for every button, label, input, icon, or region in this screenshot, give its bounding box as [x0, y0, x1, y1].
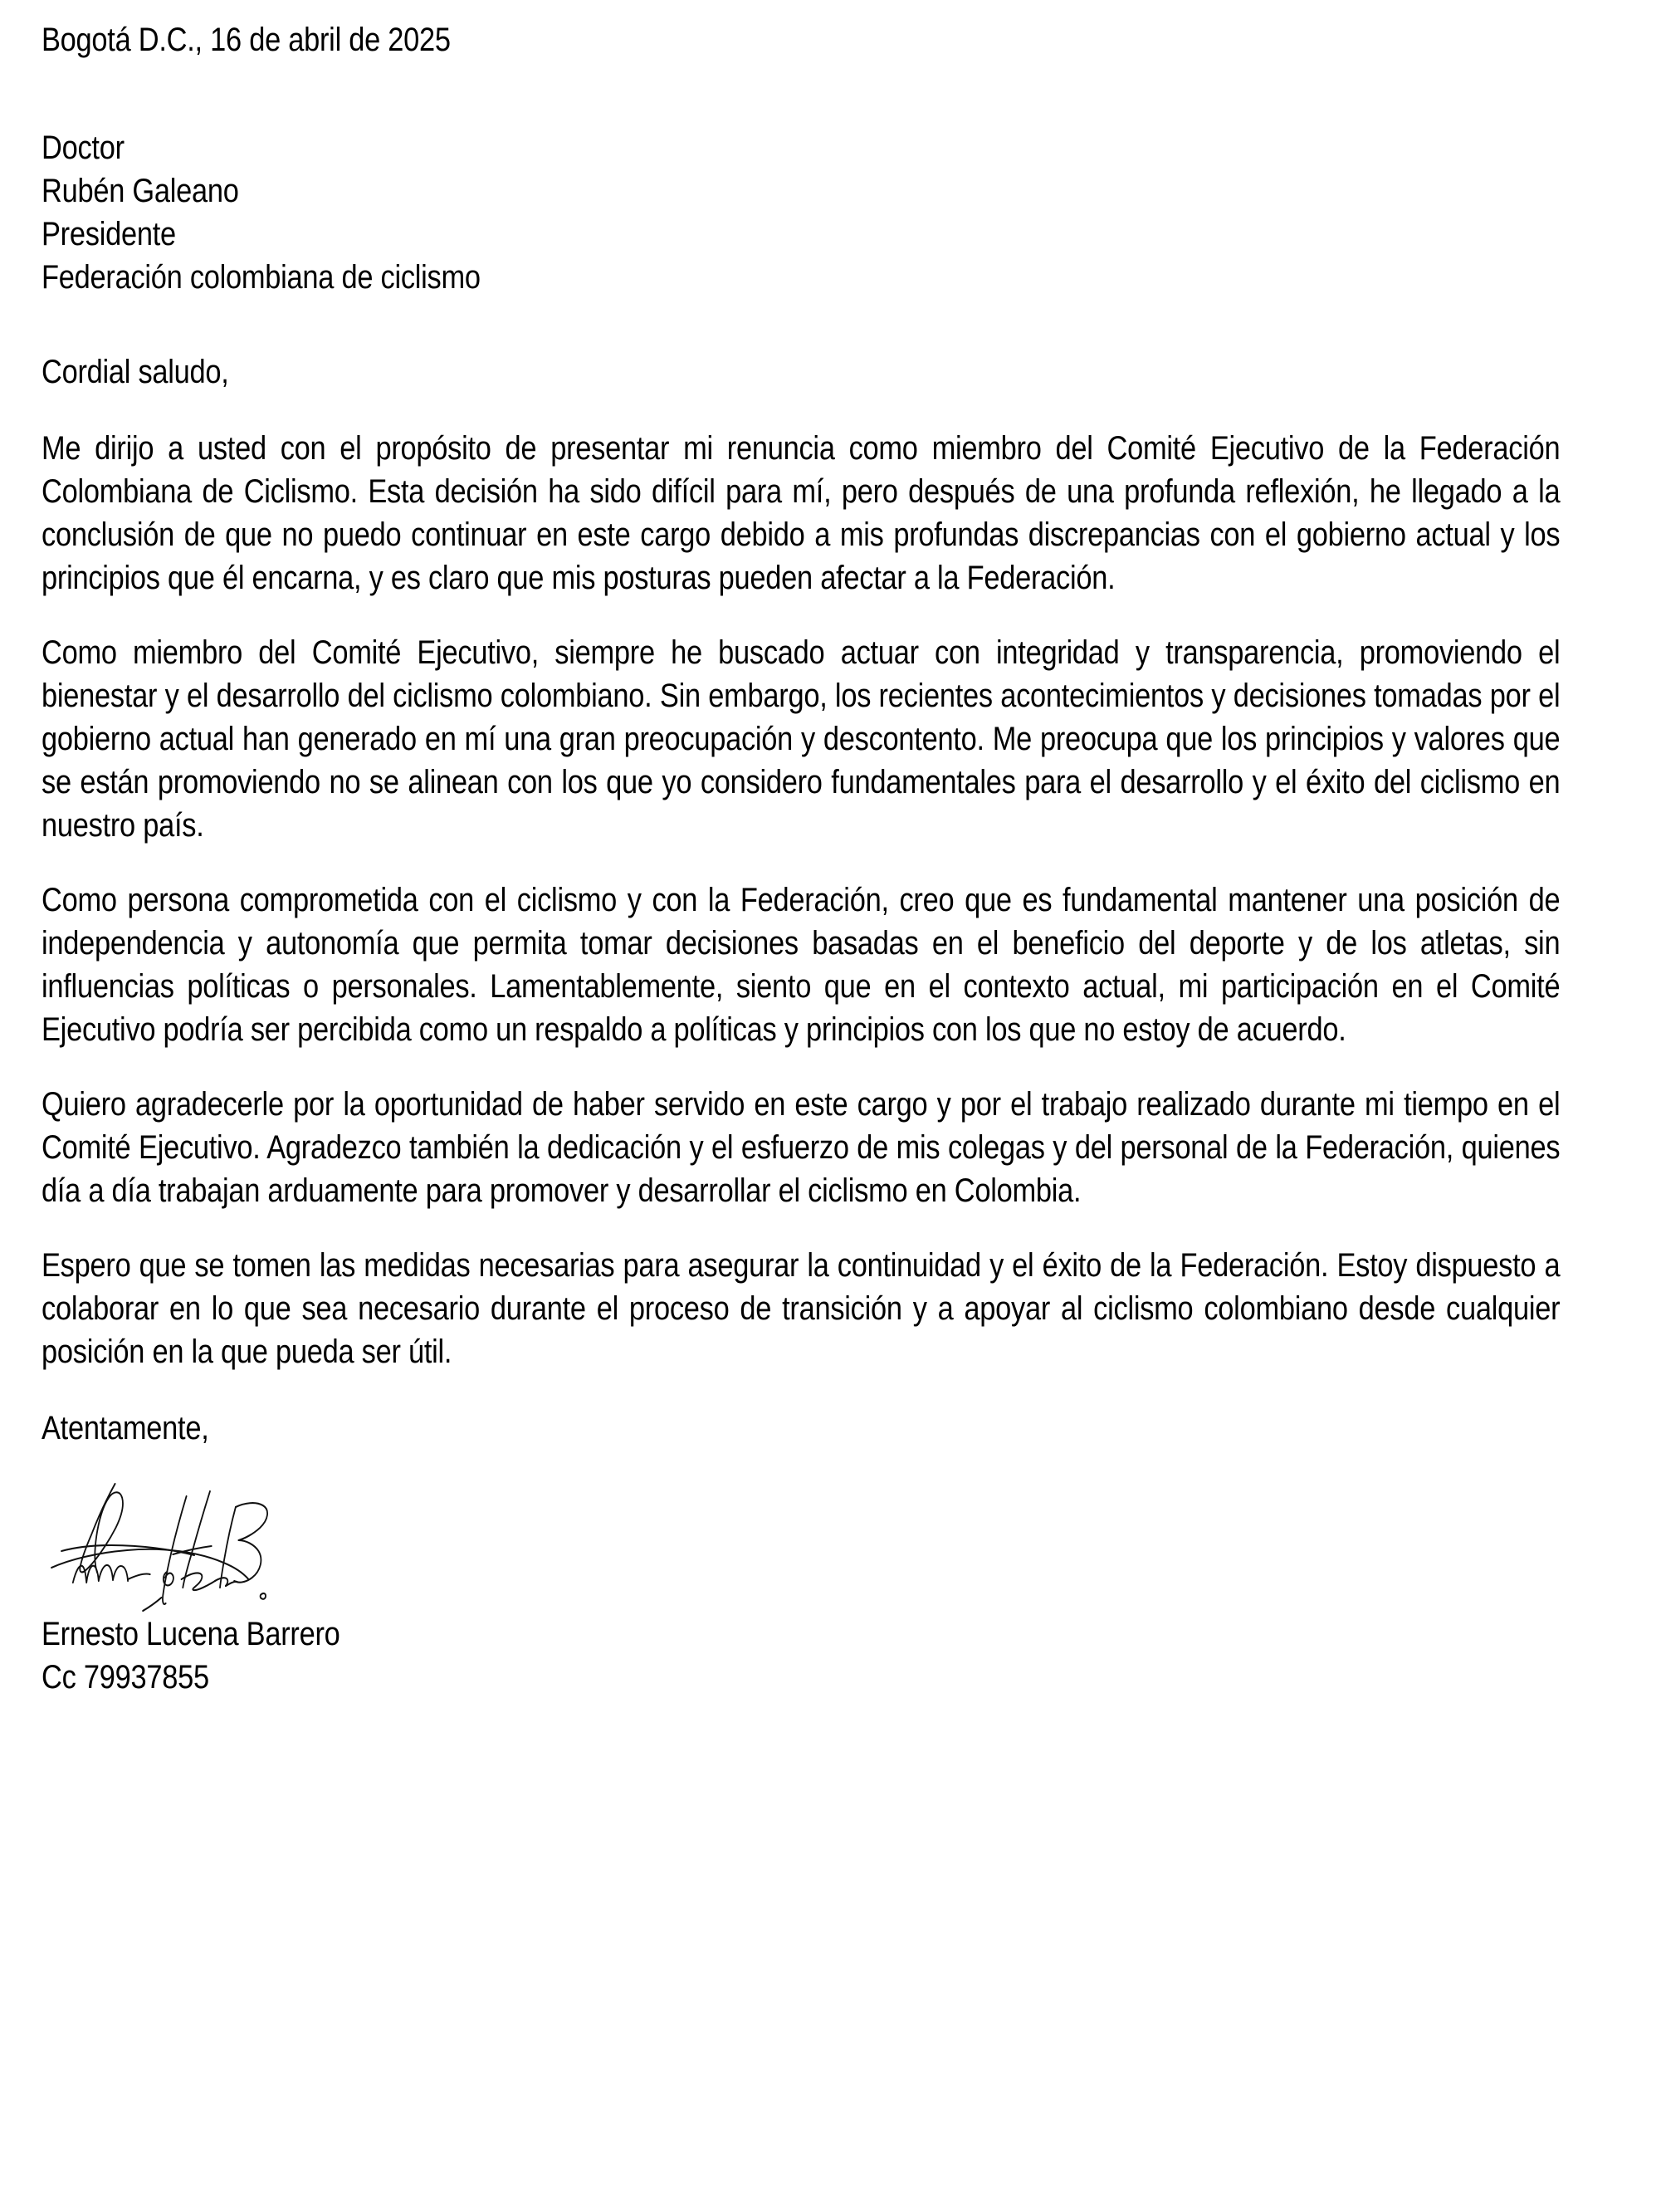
spacer: [42, 1373, 1560, 1407]
body-paragraph: Me dirijo a usted con el propósito de presentar mi renuncia como miembro del Comité Ejecutivo de la Federación Colombiana de Ciclismo. Esta decisión ha sido difícil para mí, pero después de una profunda reflexión, he llegado a la conclusión de que no puedo continuar en este cargo debido a mis profundas discrepancias con el gobierno actual y los principios que él encarna, y es claro que mis posturas pueden afectar a la Federación.: [42, 430, 1561, 596]
spacer: [42, 61, 1560, 126]
signer-block: [42, 1613, 1560, 1699]
recipient-block: [42, 126, 1560, 299]
signature-image: [42, 1455, 341, 1613]
recipient-organization: Federación colombiana de ciclismo: [42, 259, 481, 296]
spacer: [42, 394, 1560, 427]
signer-name: Ernesto Lucena Barrero: [42, 1616, 340, 1652]
body-paragraph: Como miembro del Comité Ejecutivo, siempre he buscado actuar con integridad y transparencia, promoviendo el bienestar y el desarrollo del ciclismo colombiano. Sin embargo, los recientes acontecimientos y decisiones tomadas por el gobierno actual han generado en mí una gran preocupación y descontento. Me preocupa que los principios y valores que se están promoviendo no se alinean con los que yo considero fundamentales para el desarrollo y el éxito del ciclismo en nuestro país.: [42, 634, 1561, 844]
recipient-name: Rubén Galeano: [42, 173, 239, 209]
date-line: Bogotá D.C., 16 de abril de 2025: [42, 22, 451, 58]
letter-body: [42, 18, 1560, 1699]
signer-id-number: Cc 79937855: [42, 1659, 209, 1696]
recipient-title: Doctor: [42, 130, 125, 166]
body-paragraph: Quiero agradecerle por la oportunidad de haber servido en este cargo y por el trabajo realizado durante mi tiempo en el Comité Ejecutivo. Agradezco también la dedicación y el esfuerzo de mis colegas y del personal de la Federación, quienes día a día trabajan arduamente para promover y desarrollar el ciclismo en Colombia.: [42, 1086, 1561, 1209]
recipient-position: Presidente: [42, 216, 176, 252]
body-paragraph: Como persona comprometida con el ciclismo y con la Federación, creo que es fundamental mantener una posición de independencia y autonomía que permita tomar decisiones basadas en el beneficio del deporte y de los atletas, sin influencias políticas o personales. Lamentablemente, siento que en el contexto actual, mi participación en el Comité Ejecutivo podría ser percibida como un respaldo a políticas y principios con los que no estoy de acuerdo.: [42, 882, 1561, 1048]
spacer: [42, 299, 1560, 350]
closing-salutation: Atentamente,: [42, 1410, 209, 1446]
body-paragraph: Espero que se tomen las medidas necesarias para asegurar la continuidad y el éxito de la Federación. Estoy dispuesto a colaborar en lo que sea necesario durante el proceso de transición y a apoyar al ciclismo colombiano desde cualquier posición en la que pueda ser útil.: [42, 1247, 1561, 1370]
greeting: Cordial saludo,: [42, 354, 229, 390]
